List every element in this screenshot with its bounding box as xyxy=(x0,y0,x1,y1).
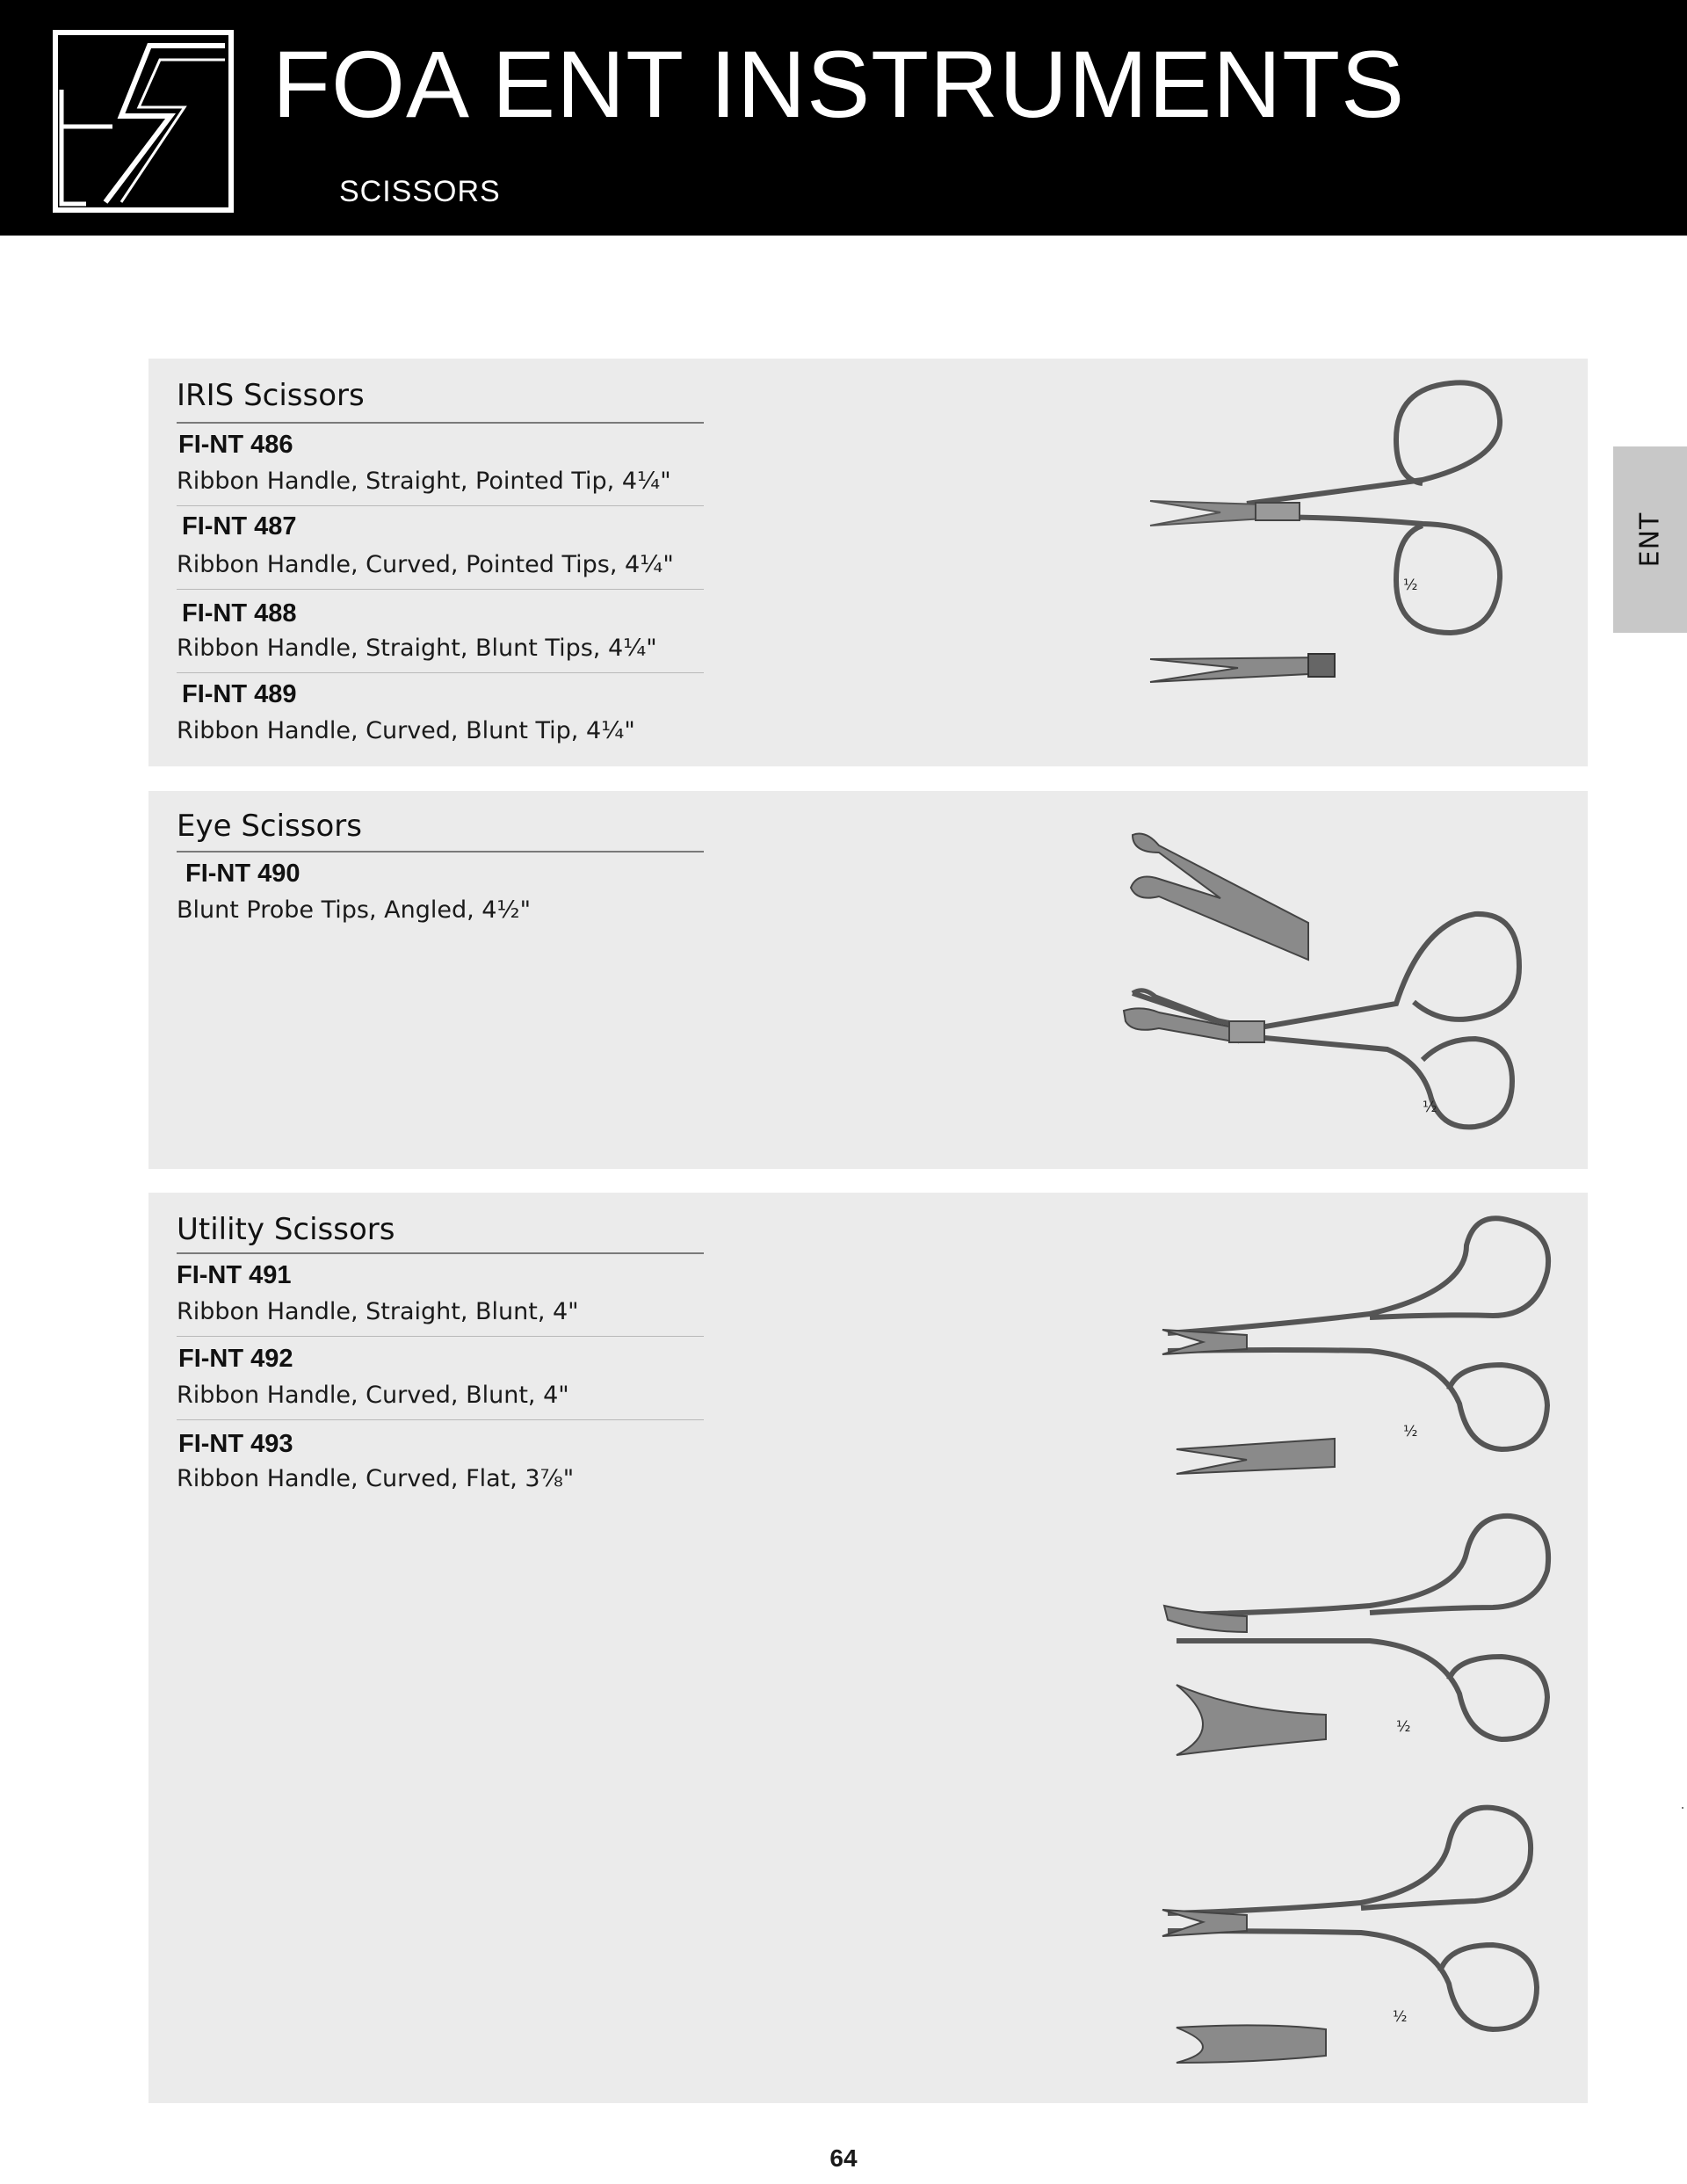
section-utility-scissors xyxy=(148,1193,1588,2103)
title-rule xyxy=(177,422,704,424)
product-description: Ribbon Handle, Curved, Flat, 3⅞" xyxy=(177,1465,575,1492)
product-code: FI-NT 486 xyxy=(178,431,293,459)
utility-scissors-curved-image xyxy=(1150,1509,1563,1781)
scale-label: ½ xyxy=(1403,577,1418,594)
utility-scissors-flat-image xyxy=(1150,1799,1563,2080)
item-divider xyxy=(177,589,704,590)
product-description: Ribbon Handle, Curved, Blunt Tip, 4¼" xyxy=(177,717,635,744)
scale-label: ½ xyxy=(1403,1423,1418,1440)
product-code: FI-NT 490 xyxy=(185,860,300,888)
product-description: Blunt Probe Tips, Angled, 4½" xyxy=(177,896,532,924)
section-title: Utility Scissors xyxy=(177,1212,395,1247)
brand-title: FOA ENT INSTRUMENTS xyxy=(272,31,1406,137)
utility-scissors-straight-image xyxy=(1150,1210,1563,1491)
product-code: FI-NT 492 xyxy=(178,1345,293,1373)
item-divider xyxy=(177,1336,704,1337)
product-description: Ribbon Handle, Straight, Pointed Tip, 4¼" xyxy=(177,468,671,495)
product-description: Ribbon Handle, Curved, Blunt, 4" xyxy=(177,1382,569,1409)
product-code: FI-NT 491 xyxy=(177,1261,292,1289)
product-description: Ribbon Handle, Straight, Blunt, 4" xyxy=(177,1298,579,1325)
side-tab-label: ENT xyxy=(1634,512,1666,568)
eye-scissors-image xyxy=(1106,817,1563,1151)
section-title: Eye Scissors xyxy=(177,809,362,844)
category-label: SCISSORS xyxy=(339,175,501,208)
section-iris-scissors xyxy=(148,359,1588,766)
stray-mark xyxy=(1682,1807,1683,1809)
side-tab-ent[interactable] xyxy=(1613,446,1687,633)
title-rule xyxy=(177,851,704,853)
product-code: FI-NT 487 xyxy=(182,512,297,541)
product-code: FI-NT 488 xyxy=(182,599,297,628)
scale-label: ½ xyxy=(1396,1718,1411,1736)
page-number: 64 xyxy=(829,2144,858,2172)
product-description: Ribbon Handle, Curved, Pointed Tips, 4¼" xyxy=(177,551,674,578)
section-title: IRIS Scissors xyxy=(177,378,365,413)
item-divider xyxy=(177,505,704,506)
product-code: FI-NT 489 xyxy=(182,680,297,708)
fs-monogram-logo-icon xyxy=(51,28,235,214)
item-divider xyxy=(177,1419,704,1420)
page-header xyxy=(0,0,1687,236)
item-divider xyxy=(177,672,704,673)
scale-label: ½ xyxy=(1393,2008,1408,2026)
product-code: FI-NT 493 xyxy=(178,1430,293,1458)
section-eye-scissors xyxy=(148,791,1588,1169)
iris-scissors-image xyxy=(1133,376,1554,710)
title-rule xyxy=(177,1252,704,1254)
product-description: Ribbon Handle, Straight, Blunt Tips, 4¼" xyxy=(177,635,657,662)
scale-label: ½ xyxy=(1423,1099,1437,1116)
